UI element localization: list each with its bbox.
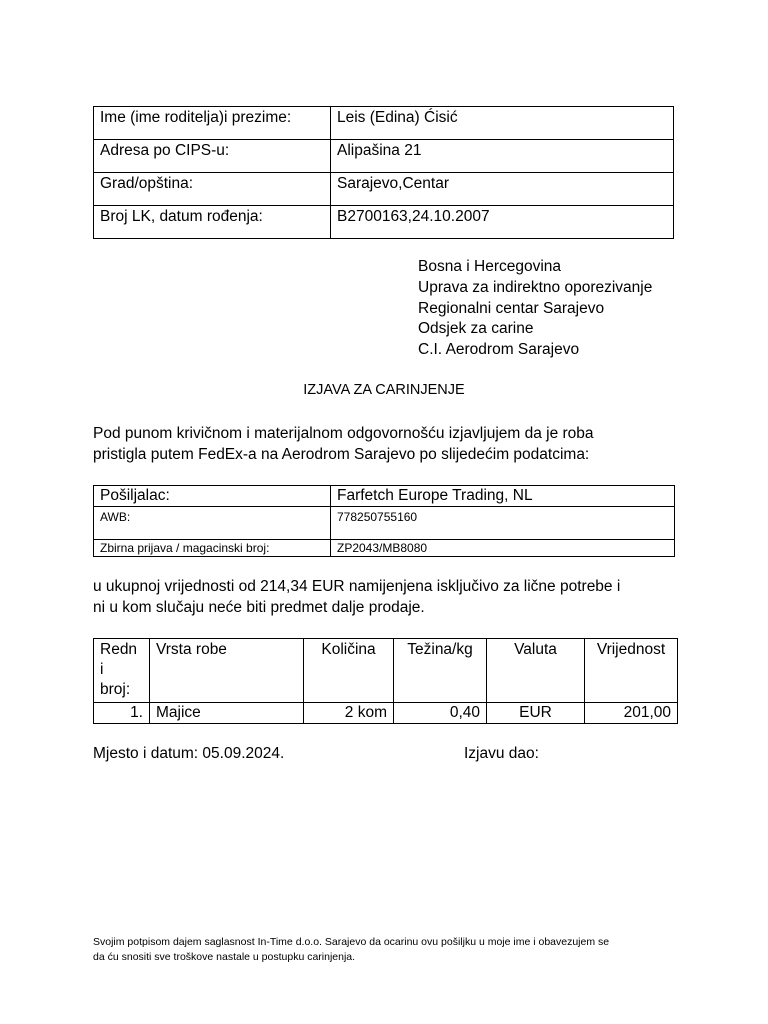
footer-line: da ću snositi sve troškove nastale u postupku carinjenja. [93,951,356,963]
table-row [94,540,675,557]
header-number [94,639,150,703]
header-type: Vrsta robe [150,639,304,703]
cell-quantity: 2 kom [304,703,394,724]
awb-value: 778250755160 [331,507,675,540]
header-weight: Težina/kg [394,639,487,703]
recipient-address [418,257,652,361]
cell-number: 1. [94,703,150,724]
city-value: Sarajevo,Centar [331,173,674,206]
consent-footer [93,935,683,965]
reference-label: Zbirna prijava / magacinski broj: [94,540,331,557]
header-number-line: broj: [100,681,131,698]
document-title: IZJAVA ZA CARINJENJE [303,382,465,398]
recipient-line: Uprava za indirektno oporezivanje [418,278,653,296]
sender-value: Farfetch Europe Trading, NL [331,486,675,507]
address-value: Alipašina 21 [331,140,674,173]
city-label: Grad/opština: [94,173,331,206]
personal-info-table [93,106,674,239]
sender-label: Pošiljalac: [94,486,331,507]
table-row [94,107,674,140]
cell-currency: EUR [487,703,585,724]
recipient-line: Bosna i Hercegovina [418,258,562,275]
id-birthdate-label: Broj LK, datum rođenja: [94,206,331,239]
awb-label: AWB: [94,507,331,540]
recipient-line: Odsjek za carine [418,320,534,338]
header-value: Vrijednost [585,639,678,703]
table-header-row [94,639,678,703]
recipient-line: C.I. Aerodrom Sarajevo [418,341,580,359]
table-row [94,507,675,540]
cell-weight: 0,40 [394,703,487,724]
header-currency: Valuta [487,639,585,703]
footer-line: Svojim potpisom dajem saglasnost In-Time d.o.o. Sarajevo da ocarinu ovu pošiljku u moje ime i obavezujem se [93,936,610,948]
table-row [94,173,674,206]
recipient-line: Regionalni centar Sarajevo [418,299,605,317]
header-number-line: i [100,661,104,678]
declaration-text [93,423,673,465]
signed-by-label: Izjavu dao: [464,745,539,762]
value-statement [93,576,683,618]
reference-value: ZP2043/MB8080 [331,540,675,557]
value-statement-line: u ukupnoj vrijednosti od 214,34 EUR namijenjena isključivo za lične potrebe i [93,578,621,595]
goods-table [93,638,678,724]
header-number-line: Redn [100,641,138,658]
cell-type: Majice [150,703,304,724]
name-label: Ime (ime roditelja)i prezime: [94,107,331,140]
id-birthdate-value: B2700163,24.10.2007 [331,206,674,239]
table-row [94,486,675,507]
table-row [94,703,678,724]
table-row [94,206,674,239]
value-statement-line: ni u kom slučaju neće biti predmet dalje prodaje. [93,599,425,616]
header-quantity: Količina [304,639,394,703]
name-value: Leis (Edina) Ćisić [331,107,674,140]
declaration-line: Pod punom krivičnom i materijalnom odgovornošću izjavljujem da je roba [93,425,594,442]
table-row [94,140,674,173]
shipment-table [93,485,675,557]
declaration-line: pristigla putem FedEx-a na Aerodrom Sarajevo po slijedećim podatcima: [93,446,590,463]
place-date: Mjesto i datum: 05.09.2024. [93,745,285,762]
cell-value: 201,00 [585,703,678,724]
address-label: Adresa po CIPS-u: [94,140,331,173]
